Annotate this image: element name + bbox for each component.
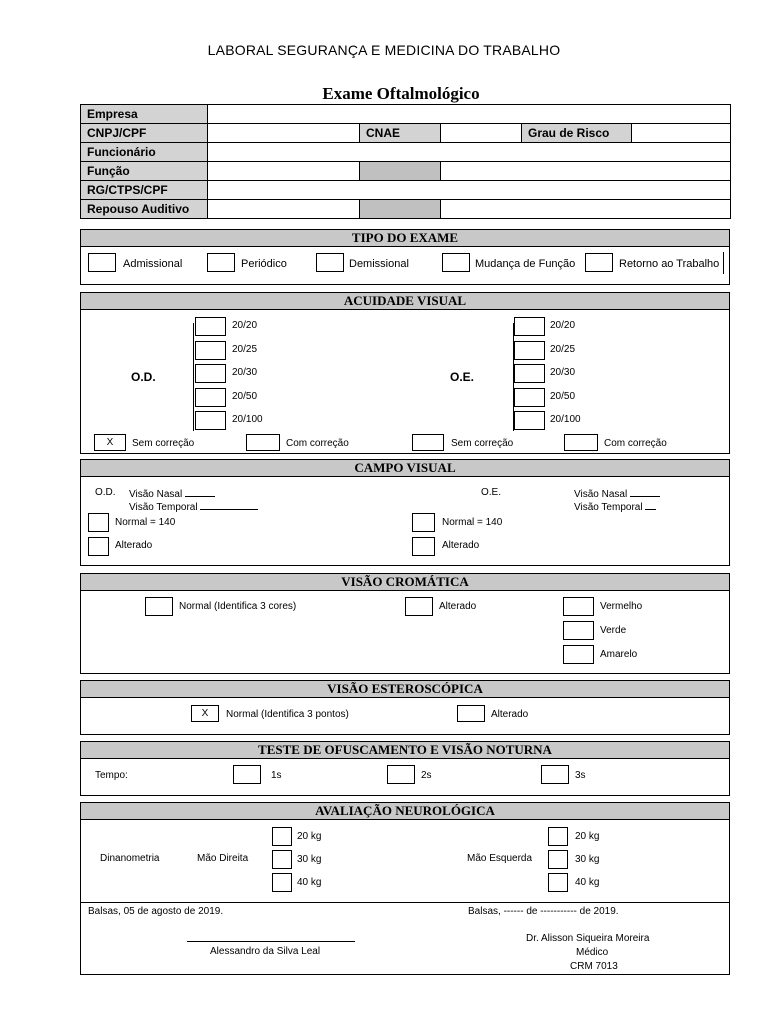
checkbox-periodico[interactable] — [207, 253, 235, 272]
checkbox-cromatica-normal[interactable] — [145, 597, 173, 616]
label-retorno-trabalho: Retorno ao Trabalho — [619, 258, 720, 270]
checkbox-2s[interactable] — [387, 765, 415, 784]
label-od-2020: 20/20 — [232, 320, 258, 331]
checkbox-demissional[interactable] — [316, 253, 344, 272]
checkbox-verde[interactable] — [563, 621, 594, 640]
label-rg: RG/CTPS/CPF — [81, 181, 208, 200]
field-empresa[interactable] — [208, 105, 731, 124]
label-oe-2050: 20/50 — [550, 391, 576, 402]
label-od-nasal: Visão Nasal — [129, 487, 215, 500]
field-funcao-gray — [360, 162, 441, 181]
label-od-normal: Normal = 140 — [115, 517, 176, 528]
checkbox-oe-sem-correcao[interactable] — [412, 434, 444, 451]
checkbox-1s[interactable] — [233, 765, 261, 784]
checkbox-direita-20kg[interactable] — [272, 827, 292, 846]
checkbox-esquerda-30kg[interactable] — [548, 850, 568, 869]
acuidade-section — [80, 292, 730, 454]
label-mudanca-funcao: Mudança de Função — [475, 258, 576, 270]
label-od-alterado: Alterado — [115, 540, 153, 551]
checkbox-direita-40kg[interactable] — [272, 873, 292, 892]
label-demissional: Demissional — [349, 258, 409, 270]
label-oe-normal: Normal = 140 — [442, 517, 503, 528]
checkbox-cromatica-alterado[interactable] — [405, 597, 433, 616]
checkbox-direita-30kg[interactable] — [272, 850, 292, 869]
label-od: O.D. — [131, 370, 156, 384]
checkbox-esquerda-40kg[interactable] — [548, 873, 568, 892]
checkbox-vermelho[interactable] — [563, 597, 594, 616]
label-cromatica-alterado: Alterado — [439, 601, 477, 612]
label-oe-nasal: Visão Nasal — [574, 487, 660, 500]
signer-left-name: Alessandro da Silva Leal — [210, 946, 321, 957]
label-od-2025: 20/25 — [232, 344, 258, 355]
checkbox-admissional[interactable] — [88, 253, 116, 272]
od-bracket — [193, 323, 194, 431]
label-od-20100: 20/100 — [232, 414, 263, 425]
field-cnae[interactable] — [441, 124, 522, 143]
label-direita-20kg: 20 kg — [297, 831, 322, 842]
employee-info-table — [80, 104, 731, 219]
acuidade-title: ACUIDADE VISUAL — [81, 293, 729, 310]
field-funcao-extra[interactable] — [441, 162, 731, 181]
label-od-2050: 20/50 — [232, 391, 258, 402]
tipo-exame-section — [80, 229, 730, 285]
label-od-2030: 20/30 — [232, 367, 258, 378]
label-oe-2020: 20/20 — [550, 320, 576, 331]
label-oe-2030: 20/30 — [550, 367, 576, 378]
label-funcionario: Funcionário — [81, 143, 208, 162]
checkbox-esquerda-20kg[interactable] — [548, 827, 568, 846]
checkbox-estereo-alterado[interactable] — [457, 705, 485, 722]
divider — [723, 252, 724, 274]
label-estereo-alterado: Alterado — [491, 709, 529, 720]
page-title: Exame Oftalmológico — [322, 84, 480, 103]
checkbox-oe-2020[interactable] — [514, 317, 545, 336]
label-oe-com-correcao: Com correção — [604, 438, 667, 449]
label-tempo: Tempo: — [95, 770, 128, 781]
campo-visual-section — [80, 459, 730, 566]
label-estereo-normal: Normal (Identifica 3 pontos) — [226, 709, 349, 720]
label-cromatica-normal: Normal (Identifica 3 cores) — [179, 601, 297, 612]
label-cnpj: CNPJ/CPF — [81, 124, 208, 143]
checkbox-oe-alterado[interactable] — [412, 537, 435, 556]
label-oe-2025: 20/25 — [550, 344, 576, 355]
label-mao-esquerda: Mão Esquerda — [467, 853, 533, 864]
date-left: Balsas, 05 de agosto de 2019. — [88, 906, 224, 917]
field-repouso-gray — [360, 200, 441, 219]
campo-visual-title: CAMPO VISUAL — [81, 460, 729, 477]
label-campo-od: O.D. — [95, 487, 116, 498]
checkbox-od-20100[interactable] — [195, 411, 226, 430]
label-funcao: Função — [81, 162, 208, 181]
label-3s: 3s — [575, 770, 586, 781]
label-esquerda-30kg: 30 kg — [575, 854, 600, 865]
label-mao-direita: Mão Direita — [197, 853, 249, 864]
visao-estereoscopica-section — [80, 680, 730, 735]
label-verde: Verde — [600, 625, 627, 636]
checkbox-od-2030[interactable] — [195, 364, 226, 383]
checkbox-od-alterado[interactable] — [88, 537, 109, 556]
checkbox-retorno-trabalho[interactable] — [585, 253, 613, 272]
visao-cromatica-title: VISÃO CROMÁTICA — [81, 574, 729, 591]
field-funcao[interactable] — [208, 162, 360, 181]
label-amarelo: Amarelo — [600, 649, 638, 660]
field-funcionario[interactable] — [208, 143, 731, 162]
label-1s: 1s — [271, 770, 282, 781]
doctor-name: Dr. Alisson Siqueira Moreira — [526, 933, 650, 944]
label-esquerda-20kg: 20 kg — [575, 831, 600, 842]
field-grau-risco[interactable] — [632, 124, 731, 143]
label-oe-sem-correcao: Sem correção — [451, 438, 514, 449]
date-right: Balsas, ------ de ----------- de 2019. — [468, 906, 619, 917]
tipo-exame-title: TIPO DO EXAME — [81, 230, 729, 247]
checkbox-od-sem-correcao[interactable]: X — [94, 434, 126, 451]
checkbox-od-normal[interactable] — [88, 513, 109, 532]
label-cnae: CNAE — [360, 124, 441, 143]
doctor-role: Médico — [576, 947, 609, 958]
checkbox-oe-2025[interactable] — [514, 341, 545, 360]
signature-line — [187, 941, 355, 942]
label-direita-40kg: 40 kg — [297, 877, 322, 888]
avaliacao-neurologica-section — [80, 802, 730, 903]
label-dinamometria: Dinanometria — [100, 853, 160, 864]
label-od-sem-correcao: Sem correção — [132, 438, 195, 449]
label-periodico: Periódico — [241, 258, 287, 270]
checkbox-od-com-correcao[interactable] — [246, 434, 280, 451]
checkbox-mudanca-funcao[interactable] — [442, 253, 470, 272]
checkbox-od-2050[interactable] — [195, 388, 226, 407]
company-name: LABORAL SEGURANÇA E MEDICINA DO TRABALHO — [207, 42, 561, 58]
label-direita-30kg: 30 kg — [297, 854, 322, 865]
label-esquerda-40kg: 40 kg — [575, 877, 600, 888]
field-repouso-extra[interactable] — [441, 200, 731, 219]
label-2s: 2s — [421, 770, 432, 781]
label-od-com-correcao: Com correção — [286, 438, 349, 449]
ofuscamento-section — [80, 741, 730, 796]
checkbox-oe-2050[interactable] — [514, 388, 545, 407]
label-oe: O.E. — [450, 370, 475, 384]
checkbox-oe-20100[interactable] — [514, 411, 545, 430]
checkbox-od-2020[interactable] — [195, 317, 226, 336]
label-grau-risco: Grau de Risco — [522, 124, 632, 143]
checkbox-amarelo[interactable] — [563, 645, 594, 664]
label-oe-temporal: Visão Temporal — [574, 500, 656, 513]
checkbox-oe-normal[interactable] — [412, 513, 435, 532]
signature-area — [80, 902, 730, 975]
visao-cromatica-section — [80, 573, 730, 674]
label-admissional: Admissional — [123, 258, 183, 270]
checkbox-oe-2030[interactable] — [514, 364, 545, 383]
doctor-crm: CRM 7013 — [570, 961, 618, 972]
checkbox-3s[interactable] — [541, 765, 569, 784]
ofuscamento-title: TESTE DE OFUSCAMENTO E VISÃO NOTURNA — [81, 742, 729, 759]
checkbox-estereo-normal[interactable]: X — [191, 705, 219, 722]
avaliacao-neurologica-title: AVALIAÇÃO NEUROLÓGICA — [81, 803, 729, 820]
field-cnpj[interactable] — [208, 124, 360, 143]
label-od-temporal: Visão Temporal — [129, 500, 258, 513]
field-repouso[interactable] — [208, 200, 360, 219]
visao-estereoscopica-title: VISÃO ESTEROSCÓPICA — [81, 681, 729, 698]
label-vermelho: Vermelho — [600, 601, 643, 612]
checkbox-oe-com-correcao[interactable] — [564, 434, 598, 451]
label-oe-alterado: Alterado — [442, 540, 480, 551]
checkbox-od-2025[interactable] — [195, 341, 226, 360]
label-campo-oe: O.E. — [481, 487, 502, 498]
label-empresa: Empresa — [81, 105, 208, 124]
field-rg[interactable] — [208, 181, 731, 200]
label-repouso: Repouso Auditivo — [81, 200, 208, 219]
label-oe-20100: 20/100 — [550, 414, 581, 425]
